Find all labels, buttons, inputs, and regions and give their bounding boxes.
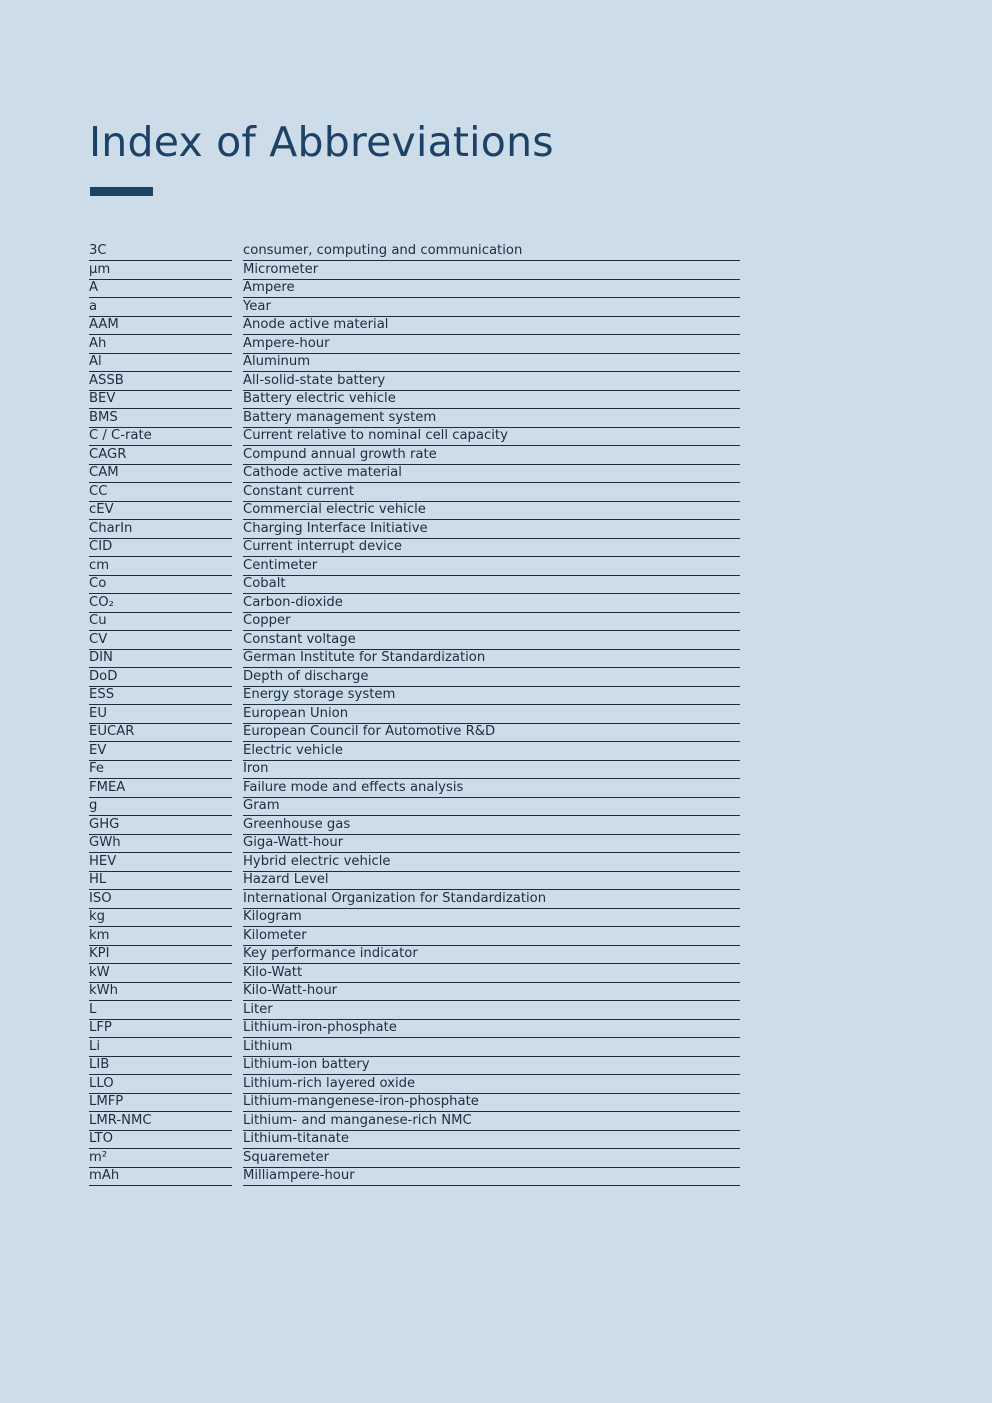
abbreviation-definition: Constant voltage — [243, 632, 740, 650]
abbreviation-term: FMEA — [89, 780, 232, 798]
abbreviation-definition: European Union — [243, 706, 740, 724]
abbreviation-term: mAh — [89, 1168, 232, 1186]
abbreviation-definition: European Council for Automotive R&D — [243, 724, 740, 742]
abbreviation-definition: Cobalt — [243, 576, 740, 594]
abbreviation-term: L — [89, 1002, 232, 1020]
abbreviation-term: Cu — [89, 613, 232, 631]
table-row — [89, 687, 741, 706]
abbreviation-term: CAGR — [89, 447, 232, 465]
abbreviation-definition: Charging Interface Initiative — [243, 521, 740, 539]
abbreviation-definition: Lithium — [243, 1039, 740, 1057]
abbreviation-definition: Cathode active material — [243, 465, 740, 483]
abbreviation-term: m² — [89, 1150, 232, 1168]
abbreviation-definition: Current relative to nominal cell capacity — [243, 428, 740, 446]
abbreviation-definition: German Institute for Standardization — [243, 650, 740, 668]
abbreviation-definition: Compund annual growth rate — [243, 447, 740, 465]
table-row — [89, 854, 741, 873]
abbreviation-definition: Year — [243, 299, 740, 317]
abbreviation-definition: consumer, computing and communication — [243, 243, 740, 261]
abbreviation-definition: Gram — [243, 798, 740, 816]
table-row — [89, 780, 741, 799]
abbreviation-term: Fe — [89, 761, 232, 779]
table-row — [89, 743, 741, 762]
abbreviation-term: C / C-rate — [89, 428, 232, 446]
table-row — [89, 724, 741, 743]
abbreviation-definition: Iron — [243, 761, 740, 779]
abbreviation-term: LTO — [89, 1131, 232, 1149]
table-row — [89, 835, 741, 854]
abbreviation-term: BEV — [89, 391, 232, 409]
abbreviation-definition: Lithium-mangenese-iron-phosphate — [243, 1094, 740, 1112]
abbreviation-term: HEV — [89, 854, 232, 872]
table-row — [89, 928, 741, 947]
abbreviation-term: GWh — [89, 835, 232, 853]
abbreviation-term: kg — [89, 909, 232, 927]
table-row — [89, 1113, 741, 1132]
abbreviation-definition: Squaremeter — [243, 1150, 740, 1168]
abbreviation-term: CV — [89, 632, 232, 650]
table-row — [89, 502, 741, 521]
abbreviation-definition: Energy storage system — [243, 687, 740, 705]
abbreviation-definition: Ampere-hour — [243, 336, 740, 354]
abbreviation-term: kW — [89, 965, 232, 983]
table-row — [89, 891, 741, 910]
abbreviation-term: CAM — [89, 465, 232, 483]
abbreviation-term: cm — [89, 558, 232, 576]
table-row — [89, 243, 741, 262]
abbreviation-term: BMS — [89, 410, 232, 428]
table-row — [89, 521, 741, 540]
abbreviation-definition: Battery electric vehicle — [243, 391, 740, 409]
table-row — [89, 669, 741, 688]
table-row — [89, 965, 741, 984]
abbreviation-definition: Copper — [243, 613, 740, 631]
table-row — [89, 632, 741, 651]
abbreviation-definition: Greenhouse gas — [243, 817, 740, 835]
table-row — [89, 391, 741, 410]
abbreviation-term: LLO — [89, 1076, 232, 1094]
abbreviation-definition: Kilo-Watt-hour — [243, 983, 740, 1001]
table-row — [89, 761, 741, 780]
table-row — [89, 484, 741, 503]
page-title: Index of Abbreviations — [89, 118, 554, 166]
abbreviation-term: Al — [89, 354, 232, 372]
abbreviation-term: EUCAR — [89, 724, 232, 742]
abbreviation-definition: Kilo-Watt — [243, 965, 740, 983]
abbreviation-definition: Key performance indicator — [243, 946, 740, 964]
abbreviation-term: DoD — [89, 669, 232, 687]
table-row — [89, 1168, 741, 1187]
table-row — [89, 558, 741, 577]
table-row — [89, 299, 741, 318]
abbreviation-definition: Failure mode and effects analysis — [243, 780, 740, 798]
table-row — [89, 946, 741, 965]
table-row — [89, 465, 741, 484]
abbreviation-definition: Lithium- and manganese-rich NMC — [243, 1113, 740, 1131]
table-row — [89, 262, 741, 281]
table-row — [89, 1094, 741, 1113]
table-row — [89, 410, 741, 429]
table-row — [89, 1020, 741, 1039]
abbreviation-term: CO₂ — [89, 595, 232, 613]
abbreviation-definition: Battery management system — [243, 410, 740, 428]
abbreviation-definition: Electric vehicle — [243, 743, 740, 761]
abbreviation-definition: Depth of discharge — [243, 669, 740, 687]
table-row — [89, 798, 741, 817]
table-row — [89, 909, 741, 928]
abbreviation-term: ASSB — [89, 373, 232, 391]
abbreviation-term: a — [89, 299, 232, 317]
abbreviation-definition: All-solid-state battery — [243, 373, 740, 391]
abbreviation-term: A — [89, 280, 232, 298]
abbreviation-term: µm — [89, 262, 232, 280]
abbreviation-definition: Ampere — [243, 280, 740, 298]
table-row — [89, 650, 741, 669]
abbreviation-term: g — [89, 798, 232, 816]
abbreviation-definition: Anode active material — [243, 317, 740, 335]
abbreviation-term: GHG — [89, 817, 232, 835]
abbreviation-term: AAM — [89, 317, 232, 335]
table-row — [89, 983, 741, 1002]
table-row — [89, 1002, 741, 1021]
title-accent-bar — [90, 187, 153, 196]
table-row — [89, 373, 741, 392]
abbreviation-term: cEV — [89, 502, 232, 520]
table-row — [89, 1150, 741, 1169]
table-row — [89, 576, 741, 595]
abbreviation-definition: Milliampere-hour — [243, 1168, 740, 1186]
abbreviation-definition: Lithium-rich layered oxide — [243, 1076, 740, 1094]
abbreviation-term: Ah — [89, 336, 232, 354]
abbreviation-term: Co — [89, 576, 232, 594]
table-row — [89, 354, 741, 373]
abbreviation-definition: Carbon-dioxide — [243, 595, 740, 613]
table-row — [89, 706, 741, 725]
abbreviation-definition: Lithium-ion battery — [243, 1057, 740, 1075]
abbreviation-definition: Constant current — [243, 484, 740, 502]
abbreviation-term: km — [89, 928, 232, 946]
table-row — [89, 1057, 741, 1076]
table-row — [89, 317, 741, 336]
abbreviation-definition: Hazard Level — [243, 872, 740, 890]
abbreviation-term: CC — [89, 484, 232, 502]
abbreviation-definition: Aluminum — [243, 354, 740, 372]
abbreviation-definition: Kilogram — [243, 909, 740, 927]
table-row — [89, 1076, 741, 1095]
abbreviation-term: LIB — [89, 1057, 232, 1075]
table-row — [89, 1131, 741, 1150]
table-row — [89, 872, 741, 891]
abbreviation-term: Li — [89, 1039, 232, 1057]
abbreviation-term: DIN — [89, 650, 232, 668]
abbreviation-term: CharIn — [89, 521, 232, 539]
abbreviation-table — [89, 243, 741, 1187]
abbreviation-definition: Lithium-titanate — [243, 1131, 740, 1149]
abbreviation-definition: Micrometer — [243, 262, 740, 280]
abbreviation-term: EV — [89, 743, 232, 761]
abbreviation-term: LFP — [89, 1020, 232, 1038]
table-row — [89, 428, 741, 447]
table-row — [89, 595, 741, 614]
abbreviation-definition: Commercial electric vehicle — [243, 502, 740, 520]
abbreviation-term: ESS — [89, 687, 232, 705]
abbreviation-term: HL — [89, 872, 232, 890]
abbreviation-term: kWh — [89, 983, 232, 1001]
abbreviation-term: LMFP — [89, 1094, 232, 1112]
table-row — [89, 447, 741, 466]
table-row — [89, 280, 741, 299]
table-row — [89, 817, 741, 836]
abbreviation-definition: Current interrupt device — [243, 539, 740, 557]
abbreviation-term: 3C — [89, 243, 232, 261]
abbreviation-term: EU — [89, 706, 232, 724]
abbreviation-definition: Liter — [243, 1002, 740, 1020]
abbreviation-definition: Hybrid electric vehicle — [243, 854, 740, 872]
abbreviation-definition: Lithium-iron-phosphate — [243, 1020, 740, 1038]
table-row — [89, 613, 741, 632]
table-row — [89, 1039, 741, 1058]
abbreviation-definition: Kilometer — [243, 928, 740, 946]
abbreviation-definition: International Organization for Standardization — [243, 891, 740, 909]
table-row — [89, 336, 741, 355]
table-row — [89, 539, 741, 558]
abbreviation-term: CID — [89, 539, 232, 557]
abbreviation-term: LMR-NMC — [89, 1113, 232, 1131]
abbreviation-definition: Centimeter — [243, 558, 740, 576]
abbreviation-definition: Giga-Watt-hour — [243, 835, 740, 853]
abbreviation-term: KPI — [89, 946, 232, 964]
abbreviation-term: ISO — [89, 891, 232, 909]
